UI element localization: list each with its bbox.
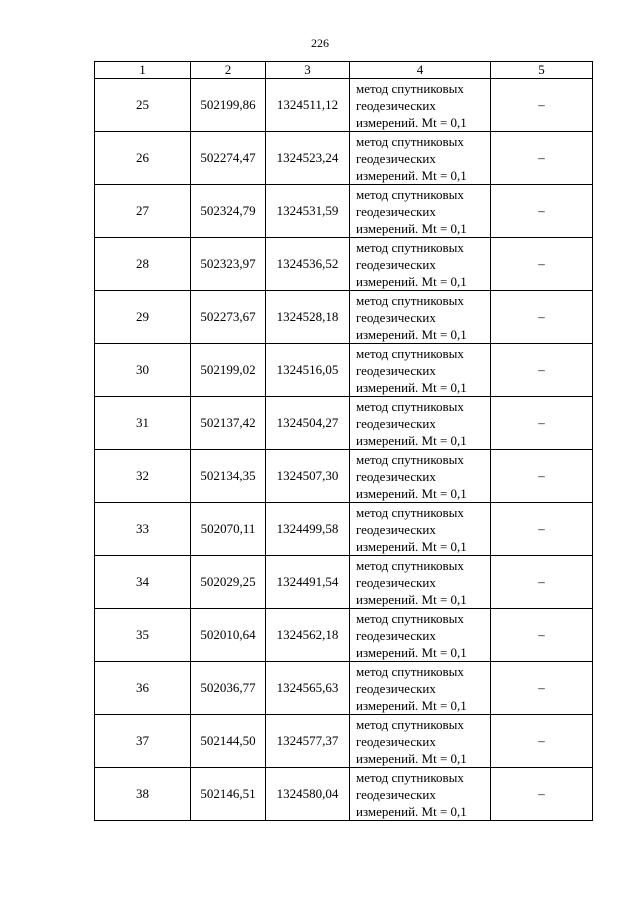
coord-x: 502137,42 [191, 397, 266, 450]
note-cell [491, 609, 593, 662]
point-number: 37 [95, 715, 191, 768]
coord-y: 1324536,52 [266, 238, 350, 291]
method-cell [350, 715, 491, 768]
page-number: 226 [311, 36, 329, 50]
method-cell [350, 609, 491, 662]
note-dash: – [538, 680, 545, 695]
method-cell [350, 397, 491, 450]
method-line: геодезических [356, 203, 436, 219]
coordinates-table [94, 61, 593, 821]
method-cell [350, 132, 491, 185]
header-col-3: 3 [266, 62, 350, 79]
point-number: 35 [95, 609, 191, 662]
method-line: измерений. Mt = 0,1 [356, 379, 467, 395]
point-number: 34 [95, 556, 191, 609]
note-dash: – [538, 203, 545, 218]
method-cell [350, 662, 491, 715]
note-cell [491, 662, 593, 715]
coord-x: 502144,50 [191, 715, 266, 768]
header-col-2: 2 [191, 62, 266, 79]
method-line: метод спутниковых [356, 769, 464, 785]
note-cell [491, 450, 593, 503]
method-line: измерений. Mt = 0,1 [356, 167, 467, 183]
method-line: метод спутниковых [356, 398, 464, 414]
method-cell [350, 450, 491, 503]
method-line: измерений. Mt = 0,1 [356, 326, 467, 342]
method-cell [350, 79, 491, 132]
method-line: геодезических [356, 786, 436, 802]
note-cell [491, 185, 593, 238]
coord-y: 1324562,18 [266, 609, 350, 662]
table-row [95, 185, 593, 238]
table-row [95, 450, 593, 503]
coord-y: 1324511,12 [266, 79, 350, 132]
table-row [95, 503, 593, 556]
method-line: измерений. Mt = 0,1 [356, 750, 467, 766]
header-col-4: 4 [350, 62, 491, 79]
point-number: 31 [95, 397, 191, 450]
method-line: метод спутниковых [356, 292, 464, 308]
method-line: измерений. Mt = 0,1 [356, 697, 467, 713]
note-dash: – [538, 150, 545, 165]
method-cell [350, 185, 491, 238]
method-line: измерений. Mt = 0,1 [356, 538, 467, 554]
coord-y: 1324499,58 [266, 503, 350, 556]
method-line: измерений. Mt = 0,1 [356, 220, 467, 236]
coord-x: 502199,02 [191, 344, 266, 397]
coord-y: 1324577,37 [266, 715, 350, 768]
method-line: измерений. Mt = 0,1 [356, 591, 467, 607]
note-dash: – [538, 574, 545, 589]
point-number: 26 [95, 132, 191, 185]
note-dash: – [538, 415, 545, 430]
method-cell [350, 503, 491, 556]
table-row [95, 768, 593, 821]
method-line: измерений. Mt = 0,1 [356, 114, 467, 130]
coord-x: 502274,47 [191, 132, 266, 185]
table-row [95, 662, 593, 715]
method-line: метод спутниковых [356, 80, 464, 96]
method-cell [350, 556, 491, 609]
method-line: геодезических [356, 150, 436, 166]
method-line: геодезических [356, 256, 436, 272]
method-cell [350, 768, 491, 821]
coord-y: 1324491,54 [266, 556, 350, 609]
header-col-1: 1 [95, 62, 191, 79]
point-number: 33 [95, 503, 191, 556]
method-line: метод спутниковых [356, 133, 464, 149]
table-body [95, 79, 593, 821]
coord-y: 1324531,59 [266, 185, 350, 238]
note-cell [491, 344, 593, 397]
method-line: метод спутниковых [356, 345, 464, 361]
table-row [95, 397, 593, 450]
coord-x: 502029,25 [191, 556, 266, 609]
coord-y: 1324507,30 [266, 450, 350, 503]
note-dash: – [538, 256, 545, 271]
point-number: 38 [95, 768, 191, 821]
point-number: 36 [95, 662, 191, 715]
coord-x: 502146,51 [191, 768, 266, 821]
method-line: измерений. Mt = 0,1 [356, 644, 467, 660]
note-dash: – [538, 309, 545, 324]
method-line: метод спутниковых [356, 504, 464, 520]
note-cell [491, 768, 593, 821]
note-cell [491, 79, 593, 132]
method-line: геодезических [356, 680, 436, 696]
coord-y: 1324580,04 [266, 768, 350, 821]
table-row [95, 79, 593, 132]
coord-x: 502036,77 [191, 662, 266, 715]
table-row [95, 344, 593, 397]
coord-x: 502273,67 [191, 291, 266, 344]
note-dash: – [538, 468, 545, 483]
note-dash: – [538, 733, 545, 748]
table-row [95, 291, 593, 344]
note-cell [491, 238, 593, 291]
coord-y: 1324565,63 [266, 662, 350, 715]
table-row [95, 238, 593, 291]
table-row [95, 609, 593, 662]
method-line: измерений. Mt = 0,1 [356, 485, 467, 501]
note-dash: – [538, 521, 545, 536]
table-row [95, 556, 593, 609]
method-cell [350, 344, 491, 397]
method-line: геодезических [356, 362, 436, 378]
point-number: 28 [95, 238, 191, 291]
table-row [95, 715, 593, 768]
note-dash: – [538, 97, 545, 112]
method-line: измерений. Mt = 0,1 [356, 273, 467, 289]
coord-x: 502010,64 [191, 609, 266, 662]
note-cell [491, 291, 593, 344]
method-line: измерений. Mt = 0,1 [356, 803, 467, 819]
method-line: измерений. Mt = 0,1 [356, 432, 467, 448]
method-line: метод спутниковых [356, 186, 464, 202]
method-line: геодезических [356, 733, 436, 749]
header-row [95, 62, 593, 79]
note-cell [491, 132, 593, 185]
method-line: геодезических [356, 521, 436, 537]
method-line: метод спутниковых [356, 451, 464, 467]
coord-x: 502324,79 [191, 185, 266, 238]
note-dash: – [538, 786, 545, 801]
coord-y: 1324523,24 [266, 132, 350, 185]
method-line: геодезических [356, 574, 436, 590]
method-line: метод спутниковых [356, 663, 464, 679]
method-line: геодезических [356, 468, 436, 484]
table-row [95, 132, 593, 185]
note-cell [491, 503, 593, 556]
note-dash: – [538, 627, 545, 642]
method-line: метод спутниковых [356, 239, 464, 255]
coord-y: 1324516,05 [266, 344, 350, 397]
coord-x: 502070,11 [191, 503, 266, 556]
method-cell [350, 238, 491, 291]
method-line: геодезических [356, 97, 436, 113]
coord-y: 1324528,18 [266, 291, 350, 344]
method-line: геодезических [356, 627, 436, 643]
point-number: 32 [95, 450, 191, 503]
table-header [95, 62, 593, 79]
note-dash: – [538, 362, 545, 377]
coord-y: 1324504,27 [266, 397, 350, 450]
method-line: метод спутниковых [356, 557, 464, 573]
coord-x: 502134,35 [191, 450, 266, 503]
method-line: геодезических [356, 309, 436, 325]
method-line: геодезических [356, 415, 436, 431]
method-line: метод спутниковых [356, 610, 464, 626]
point-number: 25 [95, 79, 191, 132]
note-cell [491, 715, 593, 768]
header-col-5: 5 [491, 62, 593, 79]
note-cell [491, 397, 593, 450]
method-cell [350, 291, 491, 344]
method-line: метод спутниковых [356, 716, 464, 732]
point-number: 27 [95, 185, 191, 238]
point-number: 29 [95, 291, 191, 344]
point-number: 30 [95, 344, 191, 397]
coord-x: 502199,86 [191, 79, 266, 132]
coord-x: 502323,97 [191, 238, 266, 291]
note-cell [491, 556, 593, 609]
